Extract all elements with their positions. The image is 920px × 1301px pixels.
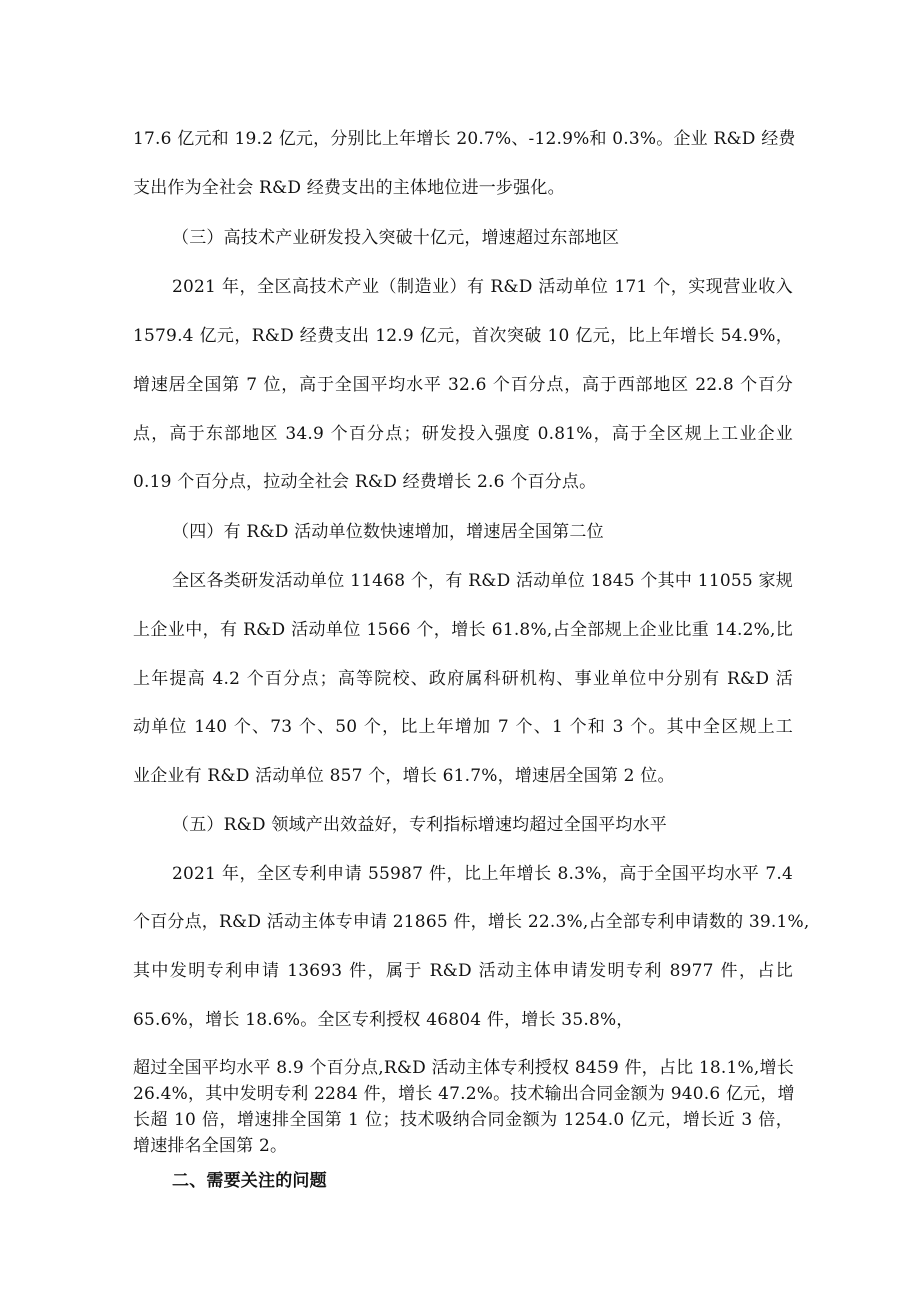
paragraph-line: 增速居全国第 7 位，高于全国平均水平 32.6 个百分点，高于西部地区 22.8 个百分 (133, 375, 793, 395)
paragraph-line: 点，高于东部地区 34.9 个百分点；研发投入强度 0.81%，高于全区规上工业企业 (133, 424, 793, 444)
section-heading: （五）R&D 领域产出效益好，专利指标增速均超过全国平均水平 (172, 815, 667, 835)
paragraph-line: 超过全国平均水平 8.9 个百分点,R&D 活动主体专利授权 8459 件，占比 18.1%,增长 (133, 1058, 794, 1078)
paragraph-line: 17.6 亿元和 19.2 亿元，分别比上年增长 20.7%、-12.9%和 0.3%。企业 R&D 经费 (133, 129, 796, 149)
paragraph-line: 长超 10 倍，增速排全国第 1 位；技术吸纳合同金额为 1254.0 亿元，增长近 3 倍， (133, 1110, 793, 1130)
paragraph-line: 业企业有 R&D 活动单位 857 个，增长 61.7%，增速居全国第 2 位。 (133, 766, 675, 786)
paragraph-line: 支出作为全社会 R&D 经费支出的主体地位进一步强化。 (133, 178, 565, 198)
paragraph-line: 个百分点，R&D 活动主体专申请 21865 件，增长 22.3%,占全部专利申请数的 39.1%, (133, 912, 810, 932)
section-heading: （四）有 R&D 活动单位数快速增加，增速居全国第二位 (172, 522, 604, 542)
paragraph-line: 2021 年，全区专利申请 55987 件，比上年增长 8.3%，高于全国平均水平 7.4 (172, 864, 793, 884)
paragraph-line: 2021 年，全区高技术产业（制造业）有 R&D 活动单位 171 个，实现营业收入 (172, 277, 793, 297)
paragraph-line: 26.4%，其中发明专利 2284 件，增长 47.2%。技术输出合同金额为 940.6 亿元，增 (133, 1084, 795, 1104)
paragraph-line: 65.6%，增长 18.6%。全区专利授权 46804 件，增长 35.8%， (133, 1010, 634, 1030)
paragraph-line: 0.19 个百分点，拉动全社会 R&D 经费增长 2.6 个百分点。 (133, 472, 597, 492)
chapter-heading: 二、需要关注的问题 (172, 1171, 327, 1191)
paragraph-line: 增速排名全国第 2。 (133, 1136, 288, 1156)
paragraph-line: 全区各类研发活动单位 11468 个，有 R&D 活动单位 1845 个其中 11055 家规 (172, 571, 793, 591)
paragraph-line: 上年提高 4.2 个百分点；高等院校、政府属科研机构、事业单位中分别有 R&D 活 (133, 669, 793, 689)
section-heading: （三）高技术产业研发投入突破十亿元，增速超过东部地区 (172, 228, 620, 248)
paragraph-line: 1579.4 亿元，R&D 经费支出 12.9 亿元，首次突破 10 亿元，比上年增长 54.9%， (133, 326, 793, 346)
paragraph-line: 上企业中，有 R&D 活动单位 1566 个，增长 61.8%,占全部规上企业比重 14.2%,比 (133, 620, 793, 640)
paragraph-line: 动单位 140 个、73 个、50 个，比上年增加 7 个、1 个和 3 个。其中全区规上工 (133, 717, 793, 737)
paragraph-line: 其中发明专利申请 13693 件，属于 R&D 活动主体申请发明专利 8977 件，占比 (133, 961, 793, 981)
